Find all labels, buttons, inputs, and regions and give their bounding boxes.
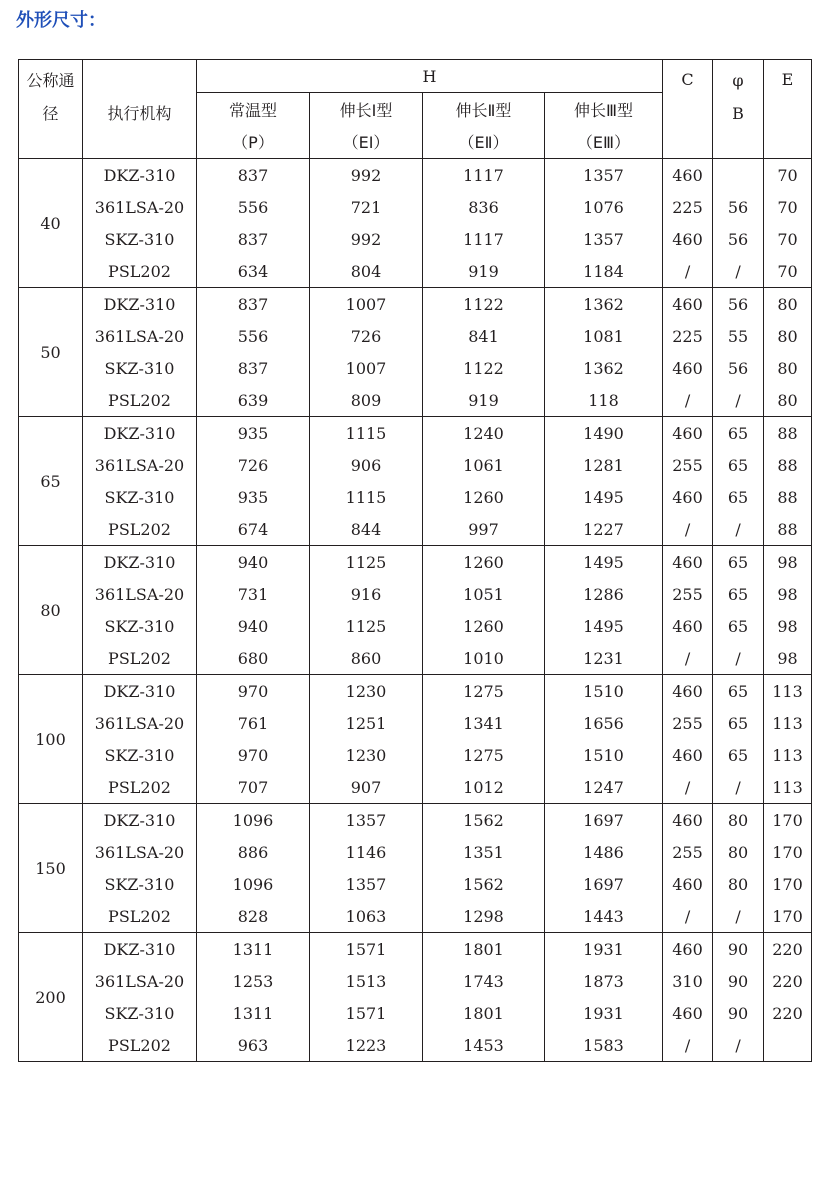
h-e3-cell: 1931 bbox=[545, 997, 663, 1029]
c-cell: 460 bbox=[663, 933, 713, 966]
table-row bbox=[19, 449, 812, 481]
actuator-cell: PSL202 bbox=[83, 513, 197, 546]
h-p-cell: 1096 bbox=[197, 804, 310, 837]
table-row bbox=[19, 868, 812, 900]
e-cell: 98 bbox=[764, 642, 812, 675]
actuator-cell: DKZ-310 bbox=[83, 159, 197, 192]
h-e1-cell: 726 bbox=[310, 320, 423, 352]
h-p-cell: 970 bbox=[197, 739, 310, 771]
b-cell: 65 bbox=[713, 481, 764, 513]
table-row bbox=[19, 771, 812, 804]
actuator-cell: SKZ-310 bbox=[83, 739, 197, 771]
h-e2-cell: 1801 bbox=[423, 933, 545, 966]
h-e2-cell: 1351 bbox=[423, 836, 545, 868]
c-cell: 255 bbox=[663, 707, 713, 739]
b-cell: / bbox=[713, 384, 764, 417]
h-e2-cell: 1240 bbox=[423, 417, 545, 450]
actuator-cell: 361LSA-20 bbox=[83, 836, 197, 868]
table-row bbox=[19, 804, 812, 837]
b-cell: 65 bbox=[713, 449, 764, 481]
h-e1-cell: 992 bbox=[310, 223, 423, 255]
actuator-cell: 361LSA-20 bbox=[83, 449, 197, 481]
h-e1-cell: 844 bbox=[310, 513, 423, 546]
nominal-diameter-cell: 80 bbox=[19, 546, 83, 675]
e-cell: 170 bbox=[764, 900, 812, 933]
table-row bbox=[19, 255, 812, 288]
actuator-cell: SKZ-310 bbox=[83, 481, 197, 513]
h-p-cell: 634 bbox=[197, 255, 310, 288]
h-e1-cell: 1007 bbox=[310, 288, 423, 321]
table-row bbox=[19, 481, 812, 513]
actuator-cell: PSL202 bbox=[83, 255, 197, 288]
h-e2-cell: 1260 bbox=[423, 481, 545, 513]
table-row bbox=[19, 675, 812, 708]
h-e1-cell: 1357 bbox=[310, 804, 423, 837]
b-cell: 90 bbox=[713, 933, 764, 966]
h-e2-cell: 1117 bbox=[423, 159, 545, 192]
c-cell: 460 bbox=[663, 223, 713, 255]
b-cell: 65 bbox=[713, 739, 764, 771]
e-cell: 170 bbox=[764, 804, 812, 837]
h-p-cell: 935 bbox=[197, 417, 310, 450]
table-row bbox=[19, 352, 812, 384]
e-cell: 88 bbox=[764, 513, 812, 546]
table-row bbox=[19, 997, 812, 1029]
h-e1-cell: 1230 bbox=[310, 675, 423, 708]
header-h-e1-code: （EⅠ） bbox=[310, 126, 423, 159]
h-p-cell: 680 bbox=[197, 642, 310, 675]
h-e2-cell: 1275 bbox=[423, 739, 545, 771]
b-cell: / bbox=[713, 255, 764, 288]
h-e3-cell: 1697 bbox=[545, 804, 663, 837]
h-e1-cell: 1223 bbox=[310, 1029, 423, 1062]
h-e2-cell: 1061 bbox=[423, 449, 545, 481]
c-cell: / bbox=[663, 771, 713, 804]
c-cell: 225 bbox=[663, 320, 713, 352]
b-cell: 56 bbox=[713, 191, 764, 223]
h-p-cell: 556 bbox=[197, 191, 310, 223]
h-e1-cell: 860 bbox=[310, 642, 423, 675]
h-e1-cell: 916 bbox=[310, 578, 423, 610]
h-e1-cell: 1115 bbox=[310, 481, 423, 513]
c-cell: / bbox=[663, 384, 713, 417]
h-e2-cell: 1260 bbox=[423, 610, 545, 642]
header-phi-label: φ bbox=[732, 71, 744, 90]
h-p-cell: 837 bbox=[197, 223, 310, 255]
nominal-diameter-cell: 200 bbox=[19, 933, 83, 1062]
actuator-cell: PSL202 bbox=[83, 771, 197, 804]
actuator-cell: DKZ-310 bbox=[83, 933, 197, 966]
h-e3-cell: 1231 bbox=[545, 642, 663, 675]
h-e2-cell: 1122 bbox=[423, 352, 545, 384]
b-cell: / bbox=[713, 771, 764, 804]
h-e3-cell: 1495 bbox=[545, 546, 663, 579]
c-cell: / bbox=[663, 255, 713, 288]
b-cell: 56 bbox=[713, 352, 764, 384]
b-cell: 90 bbox=[713, 965, 764, 997]
h-e3-cell: 1286 bbox=[545, 578, 663, 610]
c-cell: 460 bbox=[663, 159, 713, 192]
e-cell: 98 bbox=[764, 610, 812, 642]
c-cell: 460 bbox=[663, 481, 713, 513]
h-e2-cell: 997 bbox=[423, 513, 545, 546]
table-body bbox=[19, 159, 812, 1062]
actuator-cell: DKZ-310 bbox=[83, 675, 197, 708]
e-cell: 220 bbox=[764, 965, 812, 997]
table-header bbox=[19, 60, 812, 159]
table-row bbox=[19, 288, 812, 321]
c-cell: / bbox=[663, 513, 713, 546]
h-e1-cell: 1357 bbox=[310, 868, 423, 900]
h-p-cell: 761 bbox=[197, 707, 310, 739]
e-cell: 170 bbox=[764, 836, 812, 868]
h-e1-cell: 1125 bbox=[310, 546, 423, 579]
h-p-cell: 837 bbox=[197, 352, 310, 384]
h-e3-cell: 1490 bbox=[545, 417, 663, 450]
table-row bbox=[19, 642, 812, 675]
b-cell: 80 bbox=[713, 868, 764, 900]
b-cell: 56 bbox=[713, 223, 764, 255]
nominal-diameter-cell: 150 bbox=[19, 804, 83, 933]
actuator-cell: PSL202 bbox=[83, 384, 197, 417]
e-cell: 88 bbox=[764, 449, 812, 481]
c-cell: 460 bbox=[663, 610, 713, 642]
table-row bbox=[19, 417, 812, 450]
actuator-cell: 361LSA-20 bbox=[83, 320, 197, 352]
b-cell: / bbox=[713, 513, 764, 546]
c-cell: 460 bbox=[663, 739, 713, 771]
h-e2-cell: 1260 bbox=[423, 546, 545, 579]
actuator-cell: PSL202 bbox=[83, 642, 197, 675]
header-e-label: E bbox=[781, 70, 794, 89]
h-e3-cell: 1081 bbox=[545, 320, 663, 352]
h-p-cell: 726 bbox=[197, 449, 310, 481]
h-p-cell: 1096 bbox=[197, 868, 310, 900]
table-row bbox=[19, 159, 812, 192]
h-e2-cell: 1122 bbox=[423, 288, 545, 321]
actuator-cell: PSL202 bbox=[83, 1029, 197, 1062]
e-cell: 113 bbox=[764, 739, 812, 771]
e-cell: 98 bbox=[764, 546, 812, 579]
header-h-e3-code: （EⅢ） bbox=[545, 126, 663, 159]
h-e3-cell: 1357 bbox=[545, 223, 663, 255]
header-nominal-line2: 径 bbox=[42, 104, 59, 123]
h-p-cell: 674 bbox=[197, 513, 310, 546]
e-cell: 80 bbox=[764, 352, 812, 384]
h-e1-cell: 992 bbox=[310, 159, 423, 192]
b-cell: 65 bbox=[713, 417, 764, 450]
e-cell bbox=[764, 1029, 812, 1062]
h-p-cell: 828 bbox=[197, 900, 310, 933]
actuator-cell: 361LSA-20 bbox=[83, 965, 197, 997]
actuator-cell: SKZ-310 bbox=[83, 352, 197, 384]
h-e3-cell: 1656 bbox=[545, 707, 663, 739]
table-row bbox=[19, 578, 812, 610]
nominal-diameter-cell: 65 bbox=[19, 417, 83, 546]
c-cell: 460 bbox=[663, 675, 713, 708]
table-row bbox=[19, 707, 812, 739]
e-cell: 113 bbox=[764, 771, 812, 804]
b-cell: 65 bbox=[713, 610, 764, 642]
header-e bbox=[764, 60, 812, 159]
b-cell bbox=[713, 159, 764, 192]
e-cell: 113 bbox=[764, 675, 812, 708]
h-p-cell: 731 bbox=[197, 578, 310, 610]
header-h-e2-code: （EⅡ） bbox=[423, 126, 545, 159]
actuator-cell: 361LSA-20 bbox=[83, 191, 197, 223]
header-h: H bbox=[197, 60, 663, 93]
h-e3-cell: 1931 bbox=[545, 933, 663, 966]
page-title: 外形尺寸： bbox=[16, 10, 106, 31]
h-e3-cell: 1510 bbox=[545, 739, 663, 771]
header-actuator-label: 执行机构 bbox=[107, 104, 172, 123]
h-e3-cell: 1227 bbox=[545, 513, 663, 546]
h-e3-cell: 1495 bbox=[545, 610, 663, 642]
h-e2-cell: 1298 bbox=[423, 900, 545, 933]
h-e3-cell: 1873 bbox=[545, 965, 663, 997]
h-e1-cell: 1125 bbox=[310, 610, 423, 642]
h-e2-cell: 1010 bbox=[423, 642, 545, 675]
h-p-cell: 940 bbox=[197, 546, 310, 579]
b-cell: 65 bbox=[713, 675, 764, 708]
table-row bbox=[19, 191, 812, 223]
h-e1-cell: 1251 bbox=[310, 707, 423, 739]
header-h-p-name: 常温型 bbox=[197, 93, 310, 126]
e-cell: 80 bbox=[764, 384, 812, 417]
h-e2-cell: 841 bbox=[423, 320, 545, 352]
actuator-cell: SKZ-310 bbox=[83, 610, 197, 642]
e-cell: 70 bbox=[764, 255, 812, 288]
table-row bbox=[19, 739, 812, 771]
b-cell: 90 bbox=[713, 997, 764, 1029]
e-cell: 170 bbox=[764, 868, 812, 900]
e-cell: 80 bbox=[764, 320, 812, 352]
e-cell: 220 bbox=[764, 997, 812, 1029]
nominal-diameter-cell: 50 bbox=[19, 288, 83, 417]
table-row bbox=[19, 836, 812, 868]
h-e1-cell: 721 bbox=[310, 191, 423, 223]
table-row bbox=[19, 1029, 812, 1062]
actuator-cell: PSL202 bbox=[83, 900, 197, 933]
h-e2-cell: 1117 bbox=[423, 223, 545, 255]
c-cell: 460 bbox=[663, 868, 713, 900]
h-e2-cell: 1562 bbox=[423, 868, 545, 900]
h-p-cell: 707 bbox=[197, 771, 310, 804]
header-b-label: B bbox=[732, 104, 744, 123]
actuator-cell: SKZ-310 bbox=[83, 997, 197, 1029]
table-row bbox=[19, 900, 812, 933]
b-cell: 65 bbox=[713, 546, 764, 579]
header-h-p-code: （P） bbox=[197, 126, 310, 159]
h-e2-cell: 1801 bbox=[423, 997, 545, 1029]
b-cell: 65 bbox=[713, 707, 764, 739]
header-h-e1-name: 伸长Ⅰ型 bbox=[310, 93, 423, 126]
actuator-cell: DKZ-310 bbox=[83, 288, 197, 321]
c-cell: 255 bbox=[663, 578, 713, 610]
h-e1-cell: 1146 bbox=[310, 836, 423, 868]
header-actuator bbox=[83, 60, 197, 159]
h-p-cell: 837 bbox=[197, 159, 310, 192]
actuator-cell: DKZ-310 bbox=[83, 804, 197, 837]
e-cell: 70 bbox=[764, 191, 812, 223]
h-e1-cell: 1115 bbox=[310, 417, 423, 450]
h-e2-cell: 1012 bbox=[423, 771, 545, 804]
table-row bbox=[19, 546, 812, 579]
h-p-cell: 970 bbox=[197, 675, 310, 708]
e-cell: 70 bbox=[764, 223, 812, 255]
h-e3-cell: 1362 bbox=[545, 288, 663, 321]
h-p-cell: 837 bbox=[197, 288, 310, 321]
h-e1-cell: 1571 bbox=[310, 933, 423, 966]
h-e2-cell: 919 bbox=[423, 384, 545, 417]
table-row bbox=[19, 223, 812, 255]
h-p-cell: 886 bbox=[197, 836, 310, 868]
dimensions-table bbox=[18, 59, 812, 1062]
e-cell: 88 bbox=[764, 417, 812, 450]
c-cell: 460 bbox=[663, 352, 713, 384]
table-row bbox=[19, 384, 812, 417]
h-e1-cell: 1063 bbox=[310, 900, 423, 933]
actuator-cell: SKZ-310 bbox=[83, 868, 197, 900]
h-e3-cell: 1357 bbox=[545, 159, 663, 192]
h-e3-cell: 1184 bbox=[545, 255, 663, 288]
e-cell: 220 bbox=[764, 933, 812, 966]
h-e3-cell: 1495 bbox=[545, 481, 663, 513]
nominal-diameter-cell: 40 bbox=[19, 159, 83, 288]
c-cell: / bbox=[663, 900, 713, 933]
actuator-cell: SKZ-310 bbox=[83, 223, 197, 255]
h-e2-cell: 836 bbox=[423, 191, 545, 223]
h-e3-cell: 1510 bbox=[545, 675, 663, 708]
b-cell: / bbox=[713, 900, 764, 933]
c-cell: 255 bbox=[663, 449, 713, 481]
e-cell: 113 bbox=[764, 707, 812, 739]
h-e2-cell: 1051 bbox=[423, 578, 545, 610]
c-cell: 310 bbox=[663, 965, 713, 997]
header-h-e3-name: 伸长Ⅲ型 bbox=[545, 93, 663, 126]
b-cell: / bbox=[713, 642, 764, 675]
h-p-cell: 940 bbox=[197, 610, 310, 642]
c-cell: 460 bbox=[663, 417, 713, 450]
table-row bbox=[19, 933, 812, 966]
h-e1-cell: 906 bbox=[310, 449, 423, 481]
h-p-cell: 935 bbox=[197, 481, 310, 513]
h-e2-cell: 1562 bbox=[423, 804, 545, 837]
b-cell: 65 bbox=[713, 578, 764, 610]
h-e1-cell: 1230 bbox=[310, 739, 423, 771]
c-cell: / bbox=[663, 642, 713, 675]
h-e2-cell: 919 bbox=[423, 255, 545, 288]
actuator-cell: 361LSA-20 bbox=[83, 707, 197, 739]
header-c bbox=[663, 60, 713, 159]
e-cell: 80 bbox=[764, 288, 812, 321]
b-cell: 56 bbox=[713, 288, 764, 321]
h-e1-cell: 1513 bbox=[310, 965, 423, 997]
actuator-cell: DKZ-310 bbox=[83, 417, 197, 450]
h-e2-cell: 1275 bbox=[423, 675, 545, 708]
h-e3-cell: 1281 bbox=[545, 449, 663, 481]
h-p-cell: 1311 bbox=[197, 933, 310, 966]
h-e1-cell: 907 bbox=[310, 771, 423, 804]
h-p-cell: 1253 bbox=[197, 965, 310, 997]
b-cell: 80 bbox=[713, 836, 764, 868]
h-e2-cell: 1341 bbox=[423, 707, 545, 739]
h-e1-cell: 809 bbox=[310, 384, 423, 417]
b-cell: 55 bbox=[713, 320, 764, 352]
h-p-cell: 1311 bbox=[197, 997, 310, 1029]
c-cell: / bbox=[663, 1029, 713, 1062]
actuator-cell: DKZ-310 bbox=[83, 546, 197, 579]
h-e3-cell: 1076 bbox=[545, 191, 663, 223]
c-cell: 460 bbox=[663, 997, 713, 1029]
e-cell: 70 bbox=[764, 159, 812, 192]
h-e3-cell: 1583 bbox=[545, 1029, 663, 1062]
h-e3-cell: 1486 bbox=[545, 836, 663, 868]
table-row bbox=[19, 965, 812, 997]
b-cell: / bbox=[713, 1029, 764, 1062]
header-h-e2-name: 伸长Ⅱ型 bbox=[423, 93, 545, 126]
header-nominal-diameter bbox=[19, 60, 83, 159]
h-e3-cell: 1247 bbox=[545, 771, 663, 804]
header-c-label: C bbox=[681, 70, 694, 89]
h-p-cell: 963 bbox=[197, 1029, 310, 1062]
h-e3-cell: 1443 bbox=[545, 900, 663, 933]
actuator-cell: 361LSA-20 bbox=[83, 578, 197, 610]
table-row bbox=[19, 610, 812, 642]
c-cell: 225 bbox=[663, 191, 713, 223]
h-e1-cell: 1571 bbox=[310, 997, 423, 1029]
h-e3-cell: 1697 bbox=[545, 868, 663, 900]
table-row bbox=[19, 513, 812, 546]
header-phi-b bbox=[713, 60, 764, 159]
c-cell: 460 bbox=[663, 546, 713, 579]
c-cell: 460 bbox=[663, 804, 713, 837]
table-row bbox=[19, 320, 812, 352]
header-nominal-line1: 公称通 bbox=[26, 71, 75, 90]
h-e1-cell: 1007 bbox=[310, 352, 423, 384]
b-cell: 80 bbox=[713, 804, 764, 837]
e-cell: 98 bbox=[764, 578, 812, 610]
e-cell: 88 bbox=[764, 481, 812, 513]
h-e2-cell: 1453 bbox=[423, 1029, 545, 1062]
h-e3-cell: 118 bbox=[545, 384, 663, 417]
nominal-diameter-cell: 100 bbox=[19, 675, 83, 804]
h-e3-cell: 1362 bbox=[545, 352, 663, 384]
h-p-cell: 556 bbox=[197, 320, 310, 352]
h-p-cell: 639 bbox=[197, 384, 310, 417]
h-e1-cell: 804 bbox=[310, 255, 423, 288]
h-e2-cell: 1743 bbox=[423, 965, 545, 997]
c-cell: 255 bbox=[663, 836, 713, 868]
c-cell: 460 bbox=[663, 288, 713, 321]
